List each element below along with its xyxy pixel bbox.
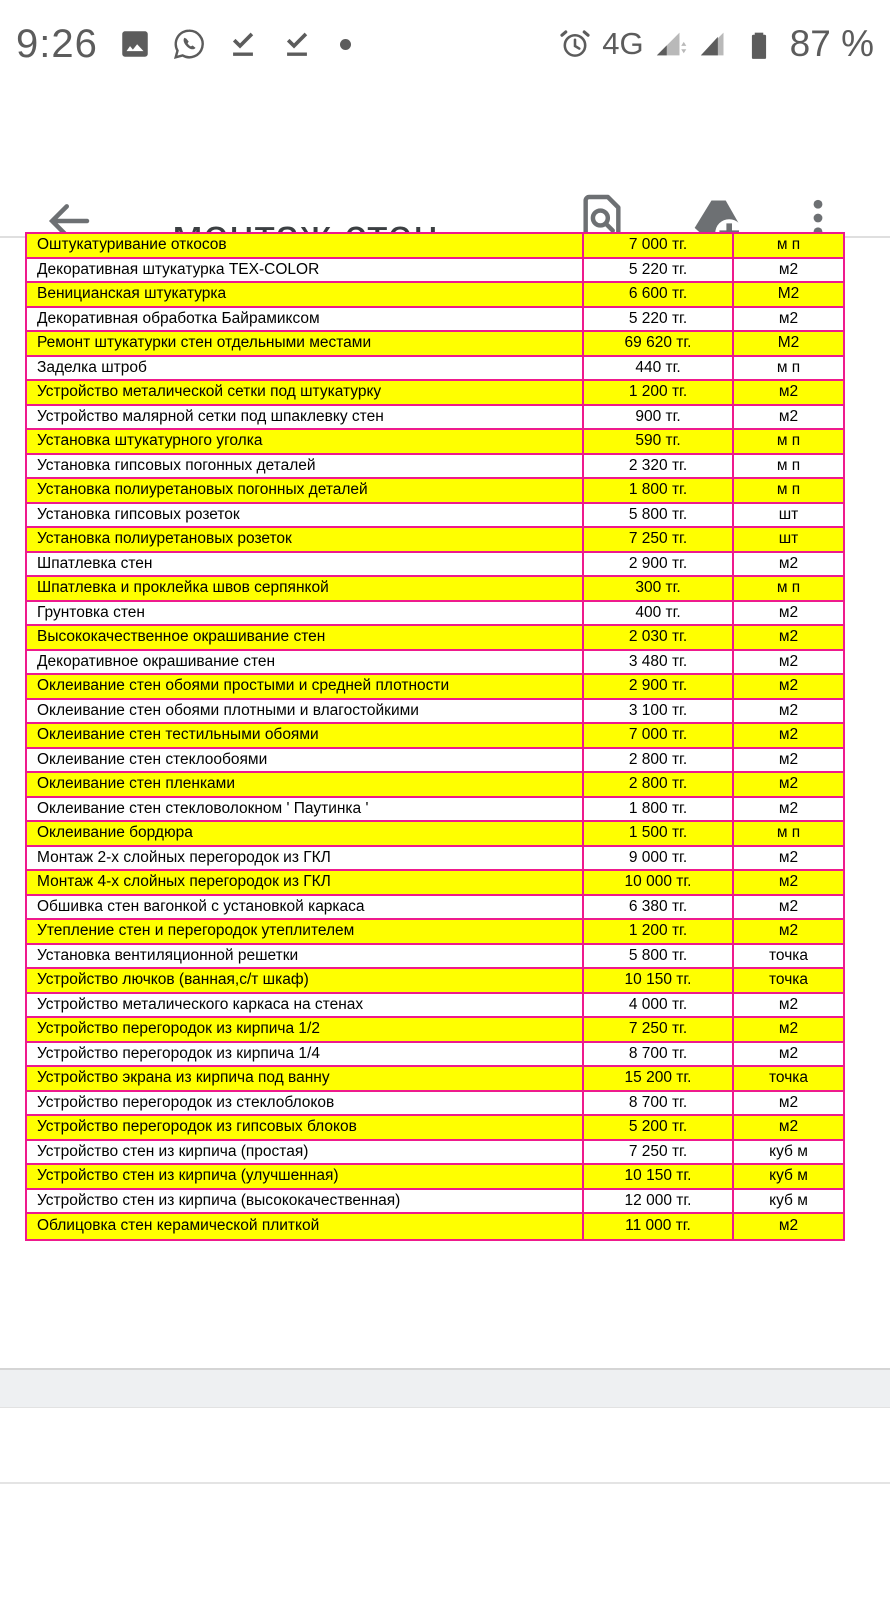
price-cell: 11 000 тг.	[582, 1214, 732, 1239]
service-cell: Монтаж 2-х слойных перегородок из ГКЛ	[37, 848, 331, 866]
alarm-icon	[558, 27, 592, 61]
table-row	[27, 896, 843, 921]
price-cell: 7 250 тг.	[582, 1018, 732, 1041]
price-cell: 5 800 тг.	[582, 945, 732, 968]
unit-cell: м2	[732, 773, 843, 796]
table-row	[27, 308, 843, 333]
service-cell: Устройство лючков (ванная,с/т шкаф)	[37, 971, 309, 989]
gallery-icon	[118, 27, 152, 61]
download-done-icon	[226, 27, 260, 61]
service-cell: Облицовка стен керамической плиткой	[37, 1217, 320, 1235]
table-row	[27, 675, 843, 700]
table-row	[27, 577, 843, 602]
price-cell: 15 200 тг.	[582, 1067, 732, 1090]
unit-cell: м2	[732, 1092, 843, 1115]
unit-cell: куб м	[732, 1190, 843, 1213]
table-row	[27, 651, 843, 676]
service-cell: Устройство металического каркаса на стенах	[37, 995, 364, 1013]
price-cell: 900 тг.	[582, 406, 732, 429]
service-cell: Устройство перегородок из стеклоблоков	[37, 1093, 335, 1111]
battery-percent-label: 87 %	[789, 23, 874, 64]
status-bar	[0, 0, 890, 88]
unit-cell: м2	[732, 602, 843, 625]
service-cell: Оклеивание бордюра	[37, 824, 193, 842]
table-row	[27, 1116, 843, 1141]
table-row	[27, 1190, 843, 1215]
price-cell: 5 800 тг.	[582, 504, 732, 527]
unit-cell: точка	[732, 945, 843, 968]
service-cell: Оклеивание стен тестильными обоями	[37, 726, 319, 744]
signal-sim2-icon	[698, 27, 732, 61]
battery-icon	[742, 27, 776, 61]
table-row	[27, 283, 843, 308]
price-cell: 590 тг.	[582, 430, 732, 453]
table-row	[27, 332, 843, 357]
service-cell: Установка гипсовых розеток	[37, 505, 240, 523]
table-row	[27, 773, 843, 798]
service-cell: Устройство экрана из кирпича под ванну	[37, 1069, 330, 1087]
table-row	[27, 602, 843, 627]
service-cell: Устройство металической сетки под штукатурку	[37, 383, 382, 401]
service-cell: Веницианская штукатурка	[37, 285, 227, 303]
price-cell: 440 тг.	[582, 357, 732, 380]
price-cell: 9 000 тг.	[582, 847, 732, 870]
table-row	[27, 626, 843, 651]
service-cell: Устройство малярной сетки под шпаклевку стен	[37, 407, 384, 425]
service-cell: Устройство перегородок из гипсовых блоков	[37, 1118, 357, 1136]
table-row	[27, 455, 843, 480]
table-row	[27, 430, 843, 455]
unit-cell: куб м	[732, 1165, 843, 1188]
unit-cell: м2	[732, 1043, 843, 1066]
price-table	[25, 232, 845, 1241]
clock-time: 9:26	[16, 21, 98, 66]
service-cell: Оклеивание стен обоями плотными и влагостойкими	[37, 701, 419, 719]
unit-cell: м2	[732, 1018, 843, 1041]
service-cell: Декоративное окрашивание стен	[37, 652, 276, 670]
unit-cell: м2	[732, 724, 843, 747]
price-cell: 1 500 тг.	[582, 822, 732, 845]
price-cell: 400 тг.	[582, 602, 732, 625]
unit-cell: точка	[732, 1067, 843, 1090]
bottom-toolbar-band	[0, 1368, 890, 1408]
unit-cell: м2	[732, 700, 843, 723]
signal-sim1-icon	[654, 27, 688, 61]
unit-cell: м2	[732, 553, 843, 576]
table-row	[27, 749, 843, 774]
table-row	[27, 381, 843, 406]
price-cell: 300 тг.	[582, 577, 732, 600]
service-cell: Оклеивание стен обоями простыми и средней плотности	[37, 677, 450, 695]
unit-cell: м2	[732, 308, 843, 331]
table-row	[27, 700, 843, 725]
service-cell: Установка вентиляционной решетки	[37, 946, 299, 964]
unit-cell: м п	[732, 479, 843, 502]
table-row	[27, 1018, 843, 1043]
service-cell: Декоративная штукатурка TEX-COLOR	[37, 260, 320, 278]
unit-cell: м2	[732, 651, 843, 674]
table-row	[27, 822, 843, 847]
price-cell: 69 620 тг.	[582, 332, 732, 355]
table-row	[27, 1141, 843, 1166]
price-cell: 7 000 тг.	[582, 234, 732, 257]
price-cell: 10 000 тг.	[582, 871, 732, 894]
service-cell: Устройство стен из кирпича (улучшенная)	[37, 1167, 339, 1185]
price-cell: 4 000 тг.	[582, 994, 732, 1017]
table-row	[27, 871, 843, 896]
unit-cell: м п	[732, 430, 843, 453]
price-cell: 8 700 тг.	[582, 1043, 732, 1066]
service-cell: Устройство стен из кирпича (простая)	[37, 1142, 309, 1160]
price-cell: 7 250 тг.	[582, 528, 732, 551]
service-cell: Оклеивание стен стеклообоями	[37, 750, 268, 768]
unit-cell: м2	[732, 675, 843, 698]
price-cell: 3 100 тг.	[582, 700, 732, 723]
price-cell: 1 800 тг.	[582, 479, 732, 502]
service-cell: Декоративная обработка Байрамиксом	[37, 309, 320, 327]
unit-cell: м2	[732, 1116, 843, 1139]
table-row	[27, 798, 843, 823]
service-cell: Устройство стен из кирпича (высококачественная)	[37, 1191, 401, 1209]
price-cell: 6 600 тг.	[582, 283, 732, 306]
price-cell: 2 800 тг.	[582, 773, 732, 796]
service-cell: Установка штукатурного уголка	[37, 432, 263, 450]
table-row	[27, 528, 843, 553]
table-row	[27, 1214, 843, 1239]
service-cell: Устройство перегородок из кирпича 1/4	[37, 1044, 320, 1062]
table-row	[27, 1092, 843, 1117]
service-cell: Оклеивание стен пленками	[37, 775, 235, 793]
table-row	[27, 553, 843, 578]
table-row	[27, 479, 843, 504]
service-cell: Установка полиуретановых розеток	[37, 530, 292, 548]
unit-cell: точка	[732, 969, 843, 992]
service-cell: Монтаж 4-х слойных перегородок из ГКЛ	[37, 873, 331, 891]
price-cell: 10 150 тг.	[582, 1165, 732, 1188]
price-cell: 1 800 тг.	[582, 798, 732, 821]
table-row	[27, 406, 843, 431]
service-cell: Утепление стен и перегородок утеплителем	[37, 922, 355, 940]
unit-cell: М2	[732, 332, 843, 355]
app-bar	[0, 88, 890, 212]
unit-cell: м п	[732, 357, 843, 380]
price-cell: 12 000 тг.	[582, 1190, 732, 1213]
price-cell: 1 200 тг.	[582, 920, 732, 943]
table-row	[27, 357, 843, 382]
price-cell: 5 220 тг.	[582, 308, 732, 331]
service-cell: Обшивка стен вагонкой с установкой каркаса	[37, 897, 365, 915]
table-row	[27, 724, 843, 749]
unit-cell: м2	[732, 994, 843, 1017]
price-cell: 2 900 тг.	[582, 675, 732, 698]
table-row	[27, 1043, 843, 1068]
table-row	[27, 259, 843, 284]
unit-cell: м п	[732, 234, 843, 257]
table-row	[27, 1165, 843, 1190]
unit-cell: м2	[732, 896, 843, 919]
price-cell: 3 480 тг.	[582, 651, 732, 674]
price-cell: 7 250 тг.	[582, 1141, 732, 1164]
service-cell: Грунтовка стен	[37, 603, 145, 621]
whatsapp-icon	[172, 27, 206, 61]
unit-cell: м2	[732, 920, 843, 943]
unit-cell: м п	[732, 455, 843, 478]
unit-cell: м2	[732, 626, 843, 649]
service-cell: Шпатлевка стен	[37, 554, 153, 572]
price-cell: 2 320 тг.	[582, 455, 732, 478]
service-cell: Устройство перегородок из кирпича 1/2	[37, 1020, 320, 1038]
table-row	[27, 847, 843, 872]
table-row	[27, 920, 843, 945]
unit-cell: м2	[732, 406, 843, 429]
download-done-icon	[280, 27, 314, 61]
unit-cell: шт	[732, 528, 843, 551]
service-cell: Шпатлевка и проклейка швов серпянкой	[37, 579, 329, 597]
unit-cell: м2	[732, 1214, 843, 1239]
service-cell: Установка гипсовых погонных деталей	[37, 456, 316, 474]
navigation-bar	[0, 1484, 890, 1600]
unit-cell: м2	[732, 847, 843, 870]
service-cell: Заделка штроб	[37, 358, 147, 376]
network-type-label: 4G	[602, 26, 644, 61]
price-cell: 10 150 тг.	[582, 969, 732, 992]
price-cell: 5 200 тг.	[582, 1116, 732, 1139]
table-row	[27, 994, 843, 1019]
table-row	[27, 945, 843, 970]
table-row	[27, 234, 843, 259]
notification-dot	[340, 39, 351, 50]
price-cell: 7 000 тг.	[582, 724, 732, 747]
unit-cell: куб м	[732, 1141, 843, 1164]
table-row	[27, 1067, 843, 1092]
price-cell: 8 700 тг.	[582, 1092, 732, 1115]
table-row	[27, 504, 843, 529]
price-cell: 2 800 тг.	[582, 749, 732, 772]
service-cell: Ремонт штукатурки стен отдельными местами	[37, 334, 372, 352]
unit-cell: м п	[732, 822, 843, 845]
service-cell: Установка полиуретановых погонных деталей	[37, 481, 368, 499]
price-cell: 2 030 тг.	[582, 626, 732, 649]
unit-cell: м2	[732, 381, 843, 404]
service-cell: Оклеивание стен стекловолокном ' Паутинка '	[37, 799, 369, 817]
unit-cell: м2	[732, 259, 843, 282]
service-cell: Оштукатуривание откосов	[37, 236, 227, 254]
unit-cell: м2	[732, 749, 843, 772]
unit-cell: м2	[732, 871, 843, 894]
service-cell: Высококачественное окрашивание стен	[37, 628, 326, 646]
unit-cell: м2	[732, 798, 843, 821]
price-cell: 5 220 тг.	[582, 259, 732, 282]
price-cell: 6 380 тг.	[582, 896, 732, 919]
unit-cell: М2	[732, 283, 843, 306]
price-cell: 2 900 тг.	[582, 553, 732, 576]
price-cell: 1 200 тг.	[582, 381, 732, 404]
unit-cell: м п	[732, 577, 843, 600]
table-row	[27, 969, 843, 994]
unit-cell: шт	[732, 504, 843, 527]
